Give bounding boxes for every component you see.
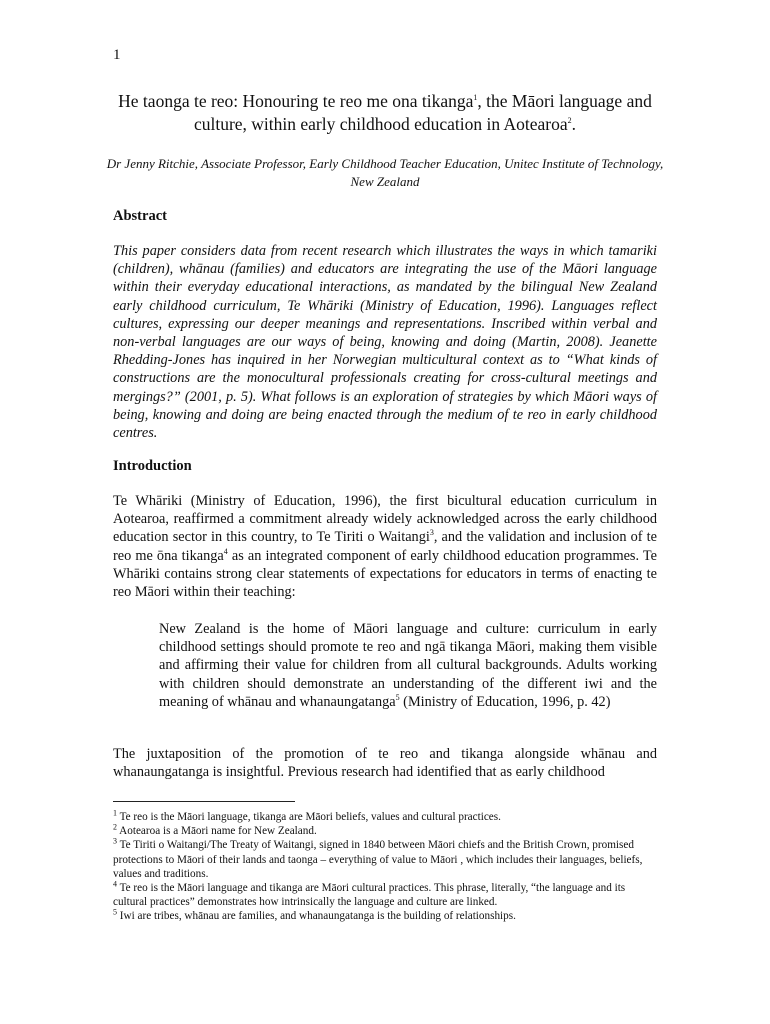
footnote-ref-2[interactable]: 2 [567, 116, 572, 126]
footnote-ref-5[interactable]: 5 [395, 693, 400, 703]
footnote-number: 1 [113, 808, 117, 818]
continuation-paragraph: The juxtaposition of the promotion of te reo and tikanga alongside whānau and whanaungatanga is insightful. Previous research had identified that as early childhood [113, 746, 657, 781]
intro-text-part3: as an integrated component of early childhood education programmes. Te Whāriki contains strong clear statements of expectations for educators in terms of enacting te reo Māori within their teaching: [113, 547, 657, 601]
footnote-4 [113, 881, 657, 909]
footnote-1 [113, 810, 657, 824]
paper-title [100, 90, 670, 136]
footnote-number: 2 [113, 822, 117, 832]
intro-text-part2: , and the validation and inclusion of te reo me ōna tikanga [113, 529, 657, 564]
title-text-part2: , the Māori language and culture, within early childhood education in Aotearoa [193, 91, 652, 134]
footnote-ref-1[interactable]: 1 [473, 93, 478, 103]
footnote-text: Te reo is the Māori language and tikanga are Māori cultural practices. This phrase, literally, “the language and its cultural practices” demonstrates how intrinsically the language and culture are linked. [113, 882, 626, 909]
introduction-heading: Introduction [113, 458, 192, 474]
footnote-text: Iwi are tribes, whānau are families, and whanaungatanga is the building of relationships. [117, 910, 516, 923]
footnote-ref-4[interactable]: 4 [223, 546, 228, 556]
footnotes [113, 810, 657, 924]
quote-text-part1: New Zealand is the home of Māori language and culture: curriculum in early childhood settings should promote te reo and ngā tikanga Māori, making them visible and affirming their value for children from all cultural backgrounds. Adults working with children should demonstrate an understanding of the different iwi and the meaning of whānau and whanaungatanga [159, 621, 657, 710]
introduction-paragraph [113, 492, 657, 601]
page-number: 1 [113, 47, 121, 63]
title-text-part1: He taonga te reo: Honouring te reo me ona tikanga [118, 91, 474, 111]
abstract-heading: Abstract [113, 208, 167, 224]
footnote-separator [113, 801, 295, 802]
intro-text-part1: Te Whāriki (Ministry of Education, 1996), the first bicultural education curriculum in Aotearoa, reaffirmed a commitment already widely acknowledged across the early childhood education sector in this country, to Te Tiriti o Waitangi [113, 493, 657, 546]
footnote-2 [113, 824, 657, 838]
footnote-number: 5 [113, 907, 117, 917]
footnote-number: 3 [113, 836, 117, 846]
footnote-5 [113, 909, 657, 923]
footnote-text: Te reo is the Māori language, tikanga are Māori beliefs, values and cultural practices. [117, 811, 501, 823]
footnote-text: Te Tiriti o Waitangi/The Treaty of Waitangi, signed in 1840 between Māori chiefs and the British Crown, promised protections to Māori of their lands and taonga – everything of value to Māori , which includes their languages, beliefs, values and traditions. [113, 839, 643, 880]
block-quote [159, 620, 657, 711]
author-affiliation: Dr Jenny Ritchie, Associate Professor, Early Childhood Teacher Education, Unitec Institute of Technology, New Zealand [106, 156, 664, 189]
quote-text-part2: (Ministry of Education, 1996, p. 42) [399, 693, 611, 710]
footnote-number: 4 [113, 879, 117, 889]
footnote-text: Aotearoa is a Māori name for New Zealand. [117, 825, 317, 838]
title-text-end: . [571, 114, 577, 134]
footnote-3 [113, 838, 657, 881]
footnote-ref-3[interactable]: 3 [429, 528, 434, 538]
abstract-body: This paper considers data from recent research which illustrates the ways in which tamariki (children), whānau (families) and educators are integrating the use of the Māori language within their everyday educational interactions, as mandated by the bilingual New Zealand early childhood curriculum, Te Whāriki (Ministry of Education, 1996). Languages reflect cultures, expressing our deeper meanings and representations. Inscribed within verbal and non-verbal languages are our ways of being, knowing and doing (Martin, 2008). Jeanette Rhedding-Jones has inquired in her Norwegian multicultural context as to “What kinds of constructions are the monocultural professionals creating for cross-cultural meetings and mergings?” (2001, p. 5). What follows is an exploration of strategies by which Māori ways of being, knowing and doing are being enacted through the medium of te reo in early childhood centres. [113, 243, 657, 442]
